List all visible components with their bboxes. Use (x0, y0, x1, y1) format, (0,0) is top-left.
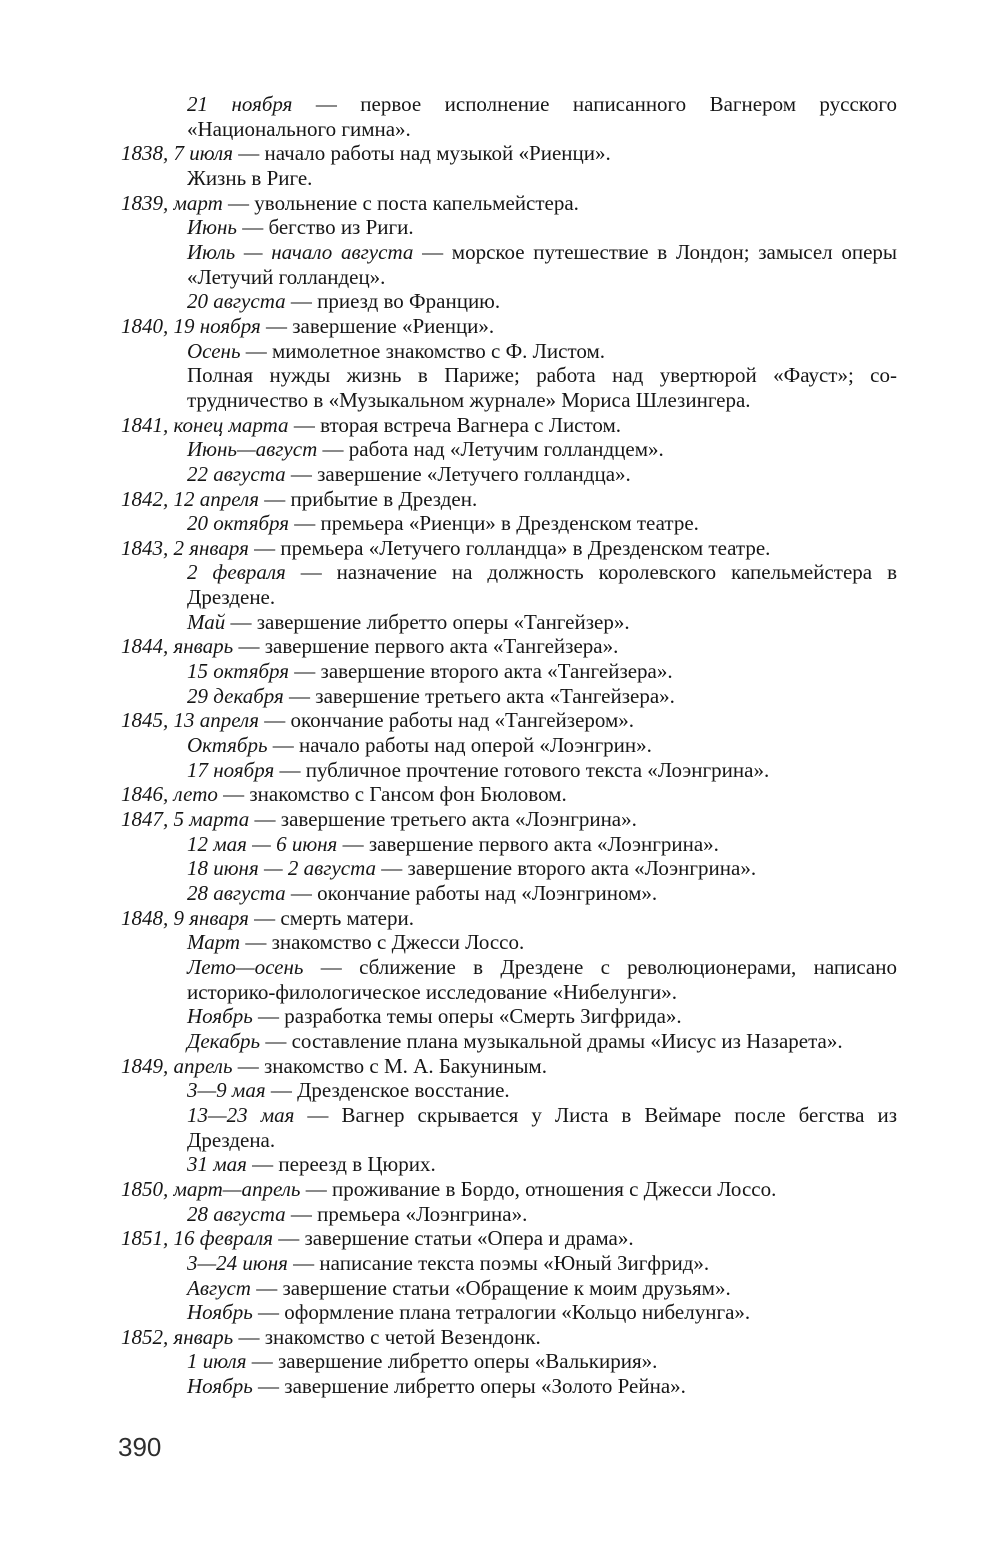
entry-separator: — (300, 1176, 332, 1201)
entry-separator: — (260, 313, 293, 338)
entry-separator: — (252, 1300, 285, 1325)
timeline-entry (121, 1226, 897, 1251)
entry-text: проживание в Бордо, отношения с Джесси Лоссо. (331, 1176, 777, 1201)
entry-text: назначение на должность королевского капельмейстера в Дрездене. (187, 560, 897, 610)
entry-text: завершение второго акта «Тангейзера». (320, 659, 673, 684)
timeline-entry (121, 536, 897, 561)
entry-date: Осень (187, 338, 241, 363)
entry-text: первое исполнение написанного Вагнером русского «Национального гимна». (187, 92, 898, 141)
entry-separator: — (294, 1102, 342, 1127)
entry-date: 1843, 2 января (121, 535, 249, 560)
timeline-entries (121, 92, 897, 1399)
timeline-entry (121, 191, 897, 216)
timeline-entry (121, 1054, 897, 1079)
entry-text: премьера «Летучего голландца» в Дрезденском театре. (280, 535, 771, 560)
entry-text: завершение статьи «Обращение к моим друзьям». (282, 1275, 731, 1300)
entry-date: 1838, 7 июля (121, 141, 233, 166)
entry-text: завершение либретто оперы «Золото Рейна». (284, 1374, 686, 1399)
entry-date: 22 августа (187, 461, 286, 486)
entry-text: начало работы над оперой «Лоэнгрин». (299, 733, 652, 758)
entry-text: окончание работы над «Лоэнгрином». (317, 881, 658, 905)
timeline-entry (121, 462, 897, 487)
entry-date: 31 мая (187, 1152, 247, 1177)
timeline-entry (121, 1251, 897, 1276)
entry-separator: — (258, 486, 291, 511)
entry-date: 29 декабря (187, 683, 284, 708)
entry-separator: — (240, 338, 273, 363)
timeline-entry (121, 289, 897, 314)
entry-date: 1841, конец марта (121, 412, 289, 437)
entry-separator: — (252, 1004, 285, 1029)
timeline-entry (121, 487, 897, 512)
page-number: 390 (118, 1432, 162, 1462)
entry-date: 15 октября (187, 659, 290, 684)
entry-date: Июнь—август (187, 437, 318, 462)
entry-separator: — (289, 511, 321, 536)
entry-date: Июль — начало августа (187, 239, 414, 264)
entry-separator: — (376, 856, 408, 881)
timeline-entry (121, 314, 897, 339)
timeline-entry (121, 610, 897, 635)
entry-separator: — (303, 954, 360, 979)
entry-text: переезд в Цюрих. (278, 1152, 436, 1177)
entry-text: завершение первого акта «Тангейзера». (264, 634, 619, 659)
entry-separator: — (233, 1324, 265, 1349)
entry-separator: — (250, 1275, 283, 1300)
timeline-entry (121, 413, 897, 438)
entry-separator: — (283, 683, 316, 708)
entry-separator: — (246, 1349, 278, 1374)
entry-separator: — (246, 1152, 279, 1177)
entry-date: 1848, 9 января (121, 905, 249, 930)
timeline-entry (121, 1374, 897, 1399)
entry-date: 12 мая — 6 июня (187, 831, 338, 856)
timeline-entry (121, 339, 897, 364)
entry-text: Полная нужды жизнь в Париже; работа над увертюрой «Фауст»; сотрудничество в «Музыкальном журнале» Мориса Шлезингера. (187, 363, 897, 412)
entry-date: Ноябрь (187, 1300, 253, 1325)
entry-separator: — (267, 733, 300, 758)
entry-text: завершение либретто оперы «Тангейзер». (256, 609, 630, 634)
entry-text: завершение третьего акта «Лоэнгрина». (280, 807, 637, 832)
entry-separator: — (273, 1226, 305, 1251)
entry-separator: — (260, 1028, 292, 1053)
timeline-entry (121, 782, 897, 807)
timeline-entry (121, 1078, 897, 1103)
entry-separator: — (274, 757, 306, 782)
entry-text: вторая встреча Вагнера с Листом. (320, 412, 622, 437)
entry-separator: — (285, 461, 318, 486)
entry-separator: — (236, 215, 269, 240)
timeline-entry (121, 1029, 897, 1054)
timeline-entry (121, 437, 897, 462)
entry-text: знакомство с Джесси Лоссо. (271, 930, 525, 955)
entry-separator: — (233, 634, 265, 659)
entry-text: бегство из Риги. (268, 215, 414, 240)
entry-date: 1851, 16 февраля (121, 1226, 274, 1251)
entry-separator: — (285, 881, 318, 905)
entry-date: 1850, март—апрель (121, 1176, 301, 1201)
timeline-entry (121, 215, 897, 240)
entry-text: написание текста поэмы «Юный Зигфрид». (319, 1250, 710, 1275)
timeline-entry (121, 930, 897, 955)
entry-separator: — (249, 807, 281, 832)
entry-date: 1844, январь (121, 634, 234, 659)
timeline-entry (121, 1349, 897, 1374)
entry-date: 1852, январь (121, 1324, 234, 1349)
entry-date: 13—23 мая (187, 1102, 295, 1127)
entry-separator: — (248, 535, 281, 560)
entry-date: 1849, апрель (121, 1053, 233, 1078)
timeline-entry (121, 363, 897, 412)
entry-date: Май (187, 609, 226, 634)
entry-text: работа над «Летучим голландцем». (348, 437, 664, 462)
entry-text: завершение либретто оперы «Валькирия». (277, 1349, 658, 1374)
timeline-entry (121, 166, 897, 191)
entry-separator: — (289, 659, 321, 684)
timeline-entry (121, 92, 897, 141)
entry-text: разработка темы оперы «Смерть Зигфрида». (284, 1004, 682, 1029)
entry-separator: — (232, 141, 265, 166)
entry-separator: — (292, 92, 361, 116)
timeline-entry (121, 856, 897, 881)
entry-text: премьера «Риенци» в Дрезденском театре. (320, 511, 699, 536)
entry-text: окончание работы над «Тангейзером». (290, 708, 635, 733)
timeline-entry (121, 1152, 897, 1177)
entry-text: завершение «Риенци». (292, 313, 495, 338)
entry-separator: — (285, 289, 318, 314)
entry-separator: — (240, 930, 272, 955)
entry-separator: — (285, 560, 337, 585)
entry-date: 3—9 мая (187, 1078, 266, 1103)
entry-text: Жизнь в Риге. (187, 165, 313, 190)
entry-date: Июнь (187, 215, 237, 240)
entry-date: Ноябрь (187, 1004, 253, 1029)
entry-text: Вагнер скрывается у Листа в Веймаре после бегства из Дрездена. (187, 1102, 898, 1152)
entry-text: премьера «Лоэнгрина». (317, 1201, 528, 1226)
entry-date: 1842, 12 апреля (121, 486, 259, 511)
timeline-entry (121, 634, 897, 659)
entry-date: 20 августа (187, 289, 286, 314)
entry-date: 1839, март (121, 190, 223, 215)
entry-separator: — (248, 905, 281, 930)
entry-date: Лето—осень (187, 954, 304, 979)
entry-text: составление плана музыкальной драмы «Иисус из Назарета». (291, 1028, 843, 1053)
entry-separator: — (258, 708, 291, 733)
timeline-entry (121, 708, 897, 733)
timeline-entry (121, 832, 897, 857)
entry-date: 1845, 13 апреля (121, 708, 259, 733)
entry-separator: — (285, 1201, 318, 1226)
entry-separator: — (337, 831, 369, 856)
timeline-entry (121, 141, 897, 166)
entry-text: Дрезденское восстание. (297, 1078, 510, 1103)
entry-text: прибытие в Дрезден. (290, 486, 478, 511)
entry-date: 18 июня — 2 августа (187, 856, 377, 881)
entry-date: 28 августа (187, 1201, 286, 1226)
timeline-entry (121, 240, 897, 289)
timeline-entry (121, 684, 897, 709)
entry-separator: — (265, 1078, 298, 1103)
entry-text: завершение третьего акта «Тангейзера». (315, 683, 675, 708)
entry-date: 1840, 19 ноября (121, 313, 261, 338)
entry-text: завершение второго акта «Лоэнгрина». (407, 856, 757, 881)
timeline-entry (121, 1202, 897, 1227)
timeline-entry (121, 560, 897, 609)
timeline-entry (121, 1325, 897, 1350)
entry-text: начало работы над музыкой «Риенци». (264, 141, 611, 166)
entry-text: завершение статьи «Опера и драма». (304, 1226, 634, 1251)
entry-date: Декабрь (187, 1028, 261, 1053)
entry-text: завершение первого акта «Лоэнгрина». (368, 831, 719, 856)
timeline-entry (121, 1300, 897, 1325)
entry-text: знакомство с Гансом фон Бюловом. (249, 782, 567, 807)
entry-date: 3—24 июня (187, 1250, 288, 1275)
timeline-entry (121, 881, 897, 906)
entry-date: 2 февраля (187, 560, 286, 585)
timeline-entry (121, 758, 897, 783)
entry-separator: — (222, 190, 255, 215)
entry-separator: — (217, 782, 250, 807)
entry-text: приезд во Францию. (317, 289, 501, 314)
timeline-entry (121, 1276, 897, 1301)
entry-date: Август (187, 1275, 251, 1300)
entry-date: 28 августа (187, 881, 286, 905)
timeline-entry (121, 807, 897, 832)
timeline-entry (121, 906, 897, 931)
entry-date: 17 ноября (187, 757, 275, 782)
entry-separator: — (317, 437, 349, 462)
entry-separator: — (232, 1053, 265, 1078)
entry-text: морское путешествие в Лондон; замысел оперы «Летучий голландец». (187, 239, 898, 289)
entry-text: смерть матери. (280, 905, 414, 930)
entry-text: завершение «Летучего голландца». (317, 461, 631, 486)
entry-date: 20 октября (187, 511, 290, 536)
timeline-entry (121, 1177, 897, 1202)
entry-date: Март (187, 930, 241, 955)
timeline-entry (121, 955, 897, 1004)
entry-separator: — (413, 239, 452, 264)
entry-date: 1 июля (187, 1349, 247, 1374)
chronology-text-block (121, 92, 897, 1399)
entry-separator: — (252, 1374, 285, 1399)
entry-date: Ноябрь (187, 1374, 253, 1399)
timeline-entry (121, 1103, 897, 1152)
entry-text: оформление плана тетралогии «Кольцо нибелунга». (284, 1300, 751, 1325)
entry-separator: — (287, 1250, 320, 1275)
entry-date: 1847, 5 марта (121, 807, 250, 832)
entry-date: 21 ноября (187, 92, 293, 116)
entry-date: 1846, лето (121, 782, 218, 807)
entry-text: увольнение с поста капельмейстера. (254, 190, 579, 215)
timeline-entry (121, 1004, 897, 1029)
timeline-entry (121, 659, 897, 684)
entry-text: публичное прочтение готового текста «Лоэнгрина». (305, 757, 770, 782)
entry-separator: — (288, 412, 321, 437)
entry-text: мимолетное знакомство с Ф. Листом. (272, 338, 606, 363)
entry-date: Октябрь (187, 733, 268, 758)
entry-separator: — (225, 609, 257, 634)
entry-text: знакомство с М. А. Бакуниным. (264, 1053, 547, 1078)
timeline-entry (121, 733, 897, 758)
entry-text: знакомство с четой Везендонк. (264, 1324, 541, 1349)
timeline-entry (121, 511, 897, 536)
entry-text: сближение в Дрездене с революционерами, написано историко-филологическое исследование «Нибелунги». (187, 954, 897, 1004)
